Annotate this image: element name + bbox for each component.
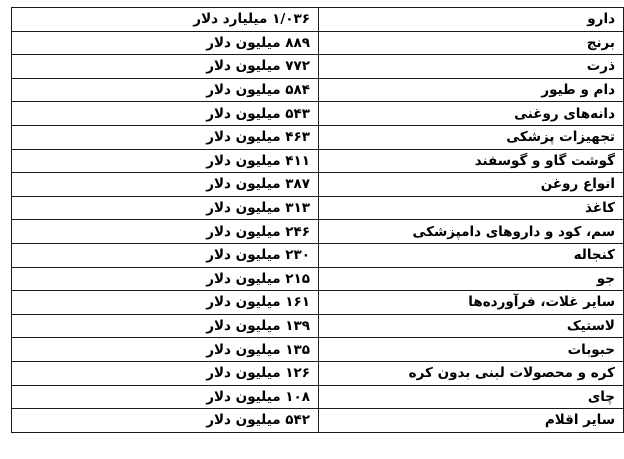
table-row <box>12 102 624 126</box>
table-row <box>12 361 624 385</box>
item-name-cell: تجهیزات پزشکی <box>319 125 624 149</box>
table-row <box>12 314 624 338</box>
import-value-cell: ۱۲۶ میلیون دلار <box>12 361 319 385</box>
item-name-cell: سم، کود و داروهای دامپزشکی <box>319 220 624 244</box>
import-value-cell: ۱/۰۳۶ میلیارد دلار <box>12 8 319 32</box>
import-value-cell: ۲۴۶ میلیون دلار <box>12 220 319 244</box>
table-row <box>12 55 624 79</box>
item-name-cell: کره و محصولات لبنی بدون کره <box>319 361 624 385</box>
import-value-cell: ۲۱۵ میلیون دلار <box>12 267 319 291</box>
import-value-cell: ۴۱۱ میلیون دلار <box>12 149 319 173</box>
item-name-cell: دانه‌های روغنی <box>319 102 624 126</box>
imports-table <box>11 7 624 433</box>
item-name-cell: انواع روغن <box>319 173 624 197</box>
item-name-cell: حبوبات <box>319 338 624 362</box>
item-name-cell: کاغذ <box>319 196 624 220</box>
table-row <box>12 220 624 244</box>
table-row <box>12 149 624 173</box>
import-value-cell: ۵۴۲ میلیون دلار <box>12 409 319 433</box>
table-row <box>12 8 624 32</box>
table-row <box>12 243 624 267</box>
item-name-cell: دام و طیور <box>319 78 624 102</box>
import-value-cell: ۲۳۰ میلیون دلار <box>12 243 319 267</box>
import-value-cell: ۳۱۳ میلیون دلار <box>12 196 319 220</box>
item-name-cell: سایر اقلام <box>319 409 624 433</box>
item-name-cell: ذرت <box>319 55 624 79</box>
import-value-cell: ۱۶۱ میلیون دلار <box>12 291 319 315</box>
table-row <box>12 338 624 362</box>
table-row <box>12 173 624 197</box>
item-name-cell: چای <box>319 385 624 409</box>
import-value-cell: ۱۰۸ میلیون دلار <box>12 385 319 409</box>
item-name-cell: دارو <box>319 8 624 32</box>
import-value-cell: ۱۳۹ میلیون دلار <box>12 314 319 338</box>
import-value-cell: ۵۸۴ میلیون دلار <box>12 78 319 102</box>
import-value-cell: ۴۶۳ میلیون دلار <box>12 125 319 149</box>
table-row <box>12 385 624 409</box>
table-row <box>12 267 624 291</box>
item-name-cell: لاستیک <box>319 314 624 338</box>
import-value-cell: ۵۴۳ میلیون دلار <box>12 102 319 126</box>
import-value-cell: ۳۸۷ میلیون دلار <box>12 173 319 197</box>
import-value-cell: ۷۷۲ میلیون دلار <box>12 55 319 79</box>
item-name-cell: گوشت گاو و گوسفند <box>319 149 624 173</box>
item-name-cell: جو <box>319 267 624 291</box>
table-row <box>12 125 624 149</box>
table-row <box>12 78 624 102</box>
imports-table-body <box>12 8 624 433</box>
item-name-cell: سایر غلات، فرآورده‌ها <box>319 291 624 315</box>
item-name-cell: برنج <box>319 31 624 55</box>
table-row <box>12 291 624 315</box>
table-row <box>12 31 624 55</box>
table-row <box>12 196 624 220</box>
import-value-cell: ۱۳۵ میلیون دلار <box>12 338 319 362</box>
table-row <box>12 409 624 433</box>
item-name-cell: کنجاله <box>319 243 624 267</box>
import-value-cell: ۸۸۹ میلیون دلار <box>12 31 319 55</box>
